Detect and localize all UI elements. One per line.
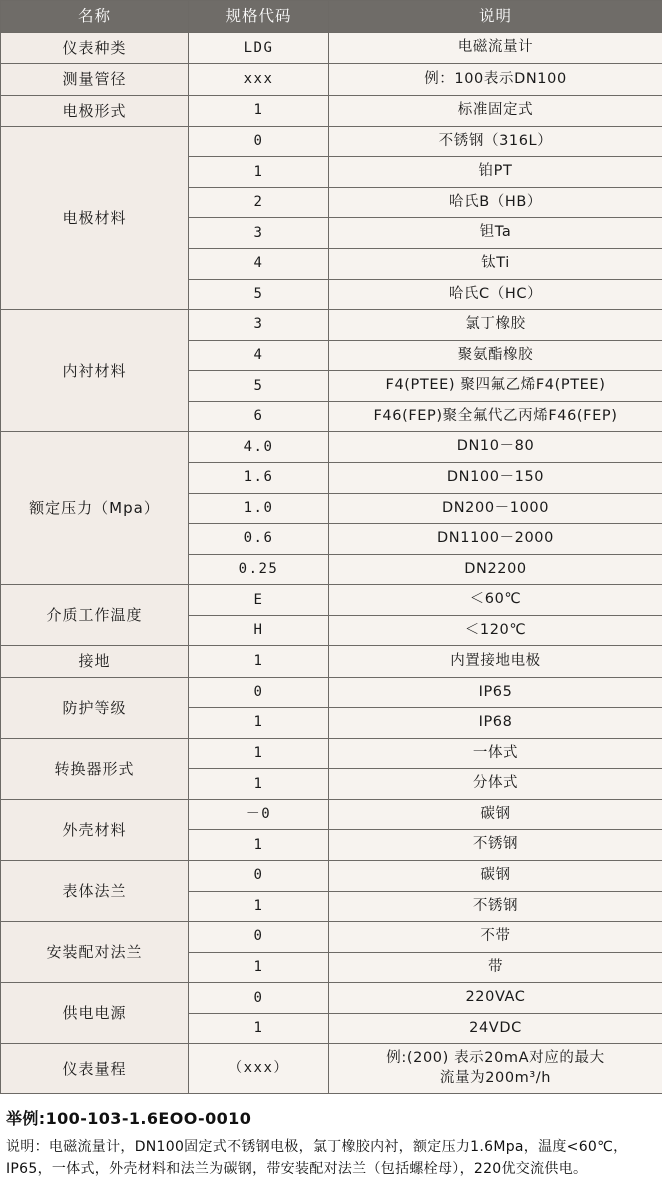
- row-description-cell: 标准固定式: [329, 95, 662, 126]
- row-description-cell: 内置接地电极: [329, 646, 662, 677]
- row-description-cell: 聚氨酯橡胶: [329, 340, 662, 371]
- row-code-cell: LDG: [189, 33, 329, 64]
- row-description-cell: 不锈钢: [329, 891, 662, 922]
- row-name-cell: 防护等级: [1, 677, 189, 738]
- table-row: [1, 860, 662, 891]
- row-code-cell: 1: [189, 891, 329, 922]
- notes-block: [0, 1094, 662, 1194]
- row-name-cell: 仪表种类: [1, 33, 189, 64]
- row-name-cell: 供电电源: [1, 983, 189, 1044]
- row-name-cell: 测量管径: [1, 64, 189, 95]
- row-description-cell: DN2200: [329, 554, 662, 585]
- row-description-cell: 分体式: [329, 769, 662, 800]
- row-name-cell: 表体法兰: [1, 860, 189, 921]
- row-code-cell: 4: [189, 340, 329, 371]
- table-row: [1, 1044, 662, 1094]
- row-code-cell: 3: [189, 218, 329, 249]
- row-description-cell: ＜60℃: [329, 585, 662, 616]
- row-description-cell: 不带: [329, 922, 662, 953]
- table-row: [1, 585, 662, 616]
- row-code-cell: 6: [189, 401, 329, 432]
- row-code-cell: 0: [189, 677, 329, 708]
- row-description-cell: 24VDC: [329, 1013, 662, 1044]
- row-description-cell: 氯丁橡胶: [329, 310, 662, 341]
- row-code-cell: xxx: [189, 64, 329, 95]
- row-code-cell: 1.6: [189, 462, 329, 493]
- row-description-cell: 一体式: [329, 738, 662, 769]
- row-code-cell: 2: [189, 187, 329, 218]
- row-code-cell: 0: [189, 860, 329, 891]
- column-header-description: 说明: [329, 1, 662, 33]
- row-name-cell: 安装配对法兰: [1, 922, 189, 983]
- row-code-cell: 4: [189, 249, 329, 280]
- row-description-cell: IP68: [329, 708, 662, 739]
- row-description-cell: 铂PT: [329, 157, 662, 188]
- table-row: [1, 983, 662, 1014]
- row-description-cell: 钽Ta: [329, 218, 662, 249]
- row-name-cell: 电极材料: [1, 126, 189, 309]
- row-code-cell: （xxx）: [189, 1044, 329, 1094]
- row-code-cell: 5: [189, 279, 329, 310]
- table-row: [1, 432, 662, 463]
- table-row: [1, 738, 662, 769]
- row-code-cell: H: [189, 615, 329, 646]
- row-name-cell: 内衬材料: [1, 310, 189, 432]
- row-code-cell: E: [189, 585, 329, 616]
- row-name-cell: 电极形式: [1, 95, 189, 126]
- row-code-cell: 0: [189, 983, 329, 1014]
- row-code-cell: 0.25: [189, 554, 329, 585]
- row-code-cell: －0: [189, 799, 329, 830]
- row-code-cell: 1: [189, 157, 329, 188]
- row-name-cell: 外壳材料: [1, 799, 189, 860]
- row-description-cell: F4(PTEE) 聚四氟乙烯F4(PTEE): [329, 371, 662, 402]
- row-code-cell: 1: [189, 738, 329, 769]
- row-code-cell: 1: [189, 708, 329, 739]
- row-code-cell: 3: [189, 310, 329, 341]
- row-name-cell: 接地: [1, 646, 189, 677]
- row-code-cell: 0: [189, 126, 329, 157]
- row-name-cell: 转换器形式: [1, 738, 189, 799]
- row-description-cell: 不锈钢: [329, 830, 662, 861]
- row-description-cell: F46(FEP)聚全氟代乙丙烯F46(FEP): [329, 401, 662, 432]
- row-code-cell: 1: [189, 830, 329, 861]
- table-row: [1, 64, 662, 95]
- row-description-cell: 钛Ti: [329, 249, 662, 280]
- table-row: [1, 922, 662, 953]
- table-header-row: [1, 1, 662, 33]
- row-description-cell: 碳钢: [329, 799, 662, 830]
- row-code-cell: 1: [189, 769, 329, 800]
- row-description-cell: 碳钢: [329, 860, 662, 891]
- table-row: [1, 95, 662, 126]
- row-name-cell: 仪表量程: [1, 1044, 189, 1094]
- row-description-cell: ＜120℃: [329, 615, 662, 646]
- row-description-cell: 电磁流量计: [329, 33, 662, 64]
- row-description-cell: 哈氏C（HC）: [329, 279, 662, 310]
- column-header-name: 名称: [1, 1, 189, 33]
- row-description-cell: DN10－80: [329, 432, 662, 463]
- row-description-cell: 例:(200) 表示20mA对应的最大 流量为200m³/h: [329, 1044, 662, 1094]
- row-description-cell: DN100－150: [329, 462, 662, 493]
- row-description-cell: IP65: [329, 677, 662, 708]
- example-explanation: 说明：电磁流量计，DN100固定式不锈钢电极，氯丁橡胶内衬，额定压力1.6Mpa，温度<60℃，IP65，一体式，外壳材料和法兰为碳钢，带安装配对法兰（包括螺栓母），220优交流供电。: [6, 1137, 656, 1180]
- table-header: [1, 1, 662, 33]
- row-description-cell: 220VAC: [329, 983, 662, 1014]
- row-code-cell: 0.6: [189, 524, 329, 555]
- table-row: [1, 799, 662, 830]
- row-description-cell: DN200－1000: [329, 493, 662, 524]
- row-code-cell: 5: [189, 371, 329, 402]
- row-code-cell: 4.0: [189, 432, 329, 463]
- column-header-code: 规格代码: [189, 1, 329, 33]
- row-description-cell: 例：100表示DN100: [329, 64, 662, 95]
- row-description-cell: 不锈钢（316L）: [329, 126, 662, 157]
- table-row: [1, 33, 662, 64]
- table-row: [1, 677, 662, 708]
- row-name-cell: 额定压力（Mpa）: [1, 432, 189, 585]
- row-description-cell: DN1100－2000: [329, 524, 662, 555]
- row-code-cell: 1: [189, 95, 329, 126]
- table-row: [1, 646, 662, 677]
- table-row: [1, 310, 662, 341]
- row-code-cell: 1.0: [189, 493, 329, 524]
- row-description-cell: 哈氏B（HB）: [329, 187, 662, 218]
- row-description-cell: 带: [329, 952, 662, 983]
- table-body: [1, 33, 662, 1094]
- row-code-cell: 1: [189, 646, 329, 677]
- row-code-cell: 0: [189, 922, 329, 953]
- example-code: 举例:100-103-1.6EOO-0010: [6, 1106, 656, 1129]
- table-row: [1, 126, 662, 157]
- row-name-cell: 介质工作温度: [1, 585, 189, 646]
- row-code-cell: 1: [189, 952, 329, 983]
- row-code-cell: 1: [189, 1013, 329, 1044]
